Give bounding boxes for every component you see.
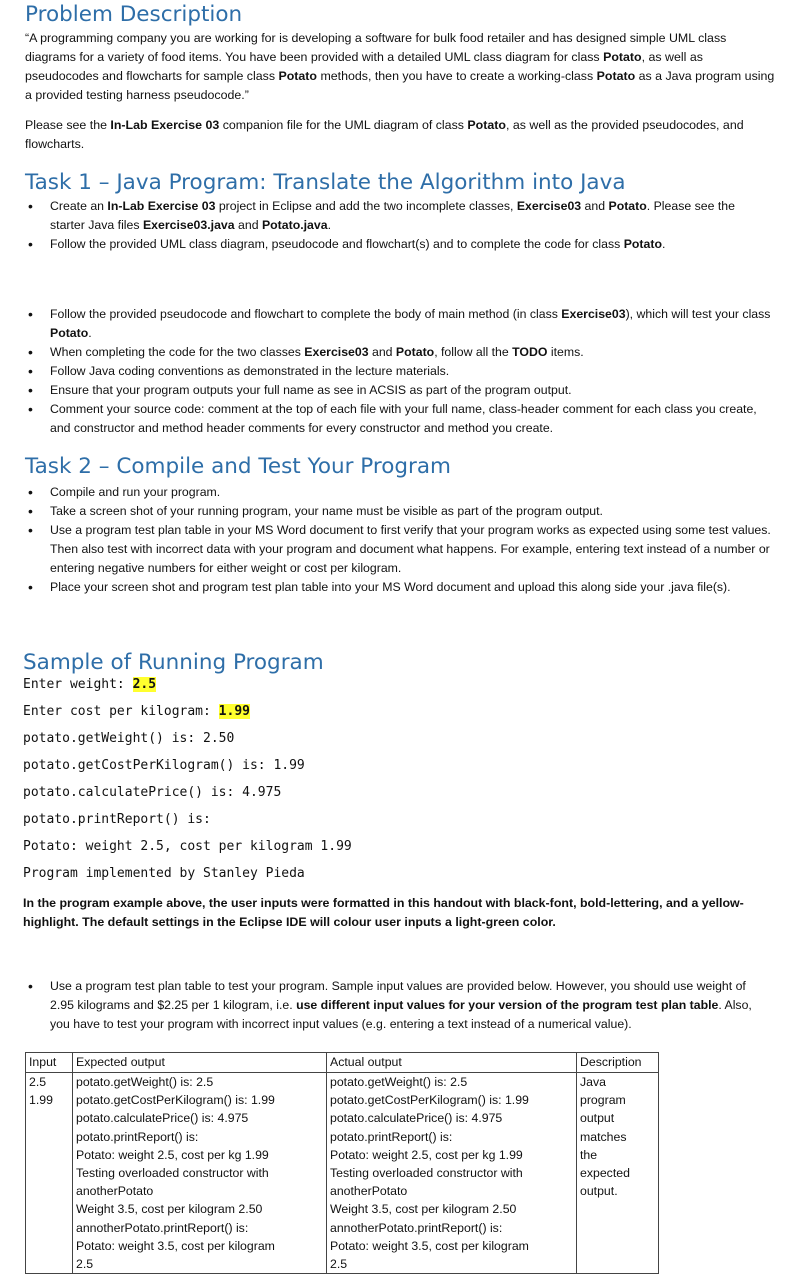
actual-output-cell: potato.getWeight() is: 2.5 potato.getCostPerKilogram() is: 1.99 potato.calculatePrice() is: 4.975 potato.printReport() is: Potato: weight 2.5, cost per kg 1.99 Testing overloaded constructor with anotherPotato Weight 3.5, cost per kilogram 2.50 annotherPotato.printReport() is: Potato: weight 3.5, cost per kilogram 2.5 [327,1073,577,1274]
task1-bullet-3: • Follow the provided pseudocode and flowchart to complete the body of main method (in class Exercise03), which will test your class Potato. [28,305,773,343]
sample-output-line: Program implemented by Stanley Pieda [23,866,305,881]
sample-output-line: Potato: weight 2.5, cost per kilogram 1.99 [23,839,352,854]
column-header-input: Input [26,1053,73,1073]
task2-heading: Task 2 – Compile and Test Your Program [25,454,452,479]
problem-quote: “A programming company you are working for is developing a software for bulk food retailer and has designed simple UML class diagrams for a variety of food items. You have been provided with a detailed UML class diagram for class Potato, as well as pseudocodes and flowcharts for sample class Potato methods, then you have to create a working-class Potato as a Java program using a provided testing harness pseudocode.” [25,31,775,102]
task2-bullet-1: • Compile and run your program. [28,483,773,502]
task1-bullet-5: • Follow Java coding conventions as demonstrated in the lecture materials. [28,362,773,381]
task1-list-a [28,197,773,254]
user-input-weight: 2.5 [132,677,157,692]
sample-output-line: potato.printReport() is: [23,812,211,827]
testplan-bullet: • Use a program test plan table to test your program. Sample input values are provided below. However, you should use weight of 2.95 kilograms and $2.25 per 1 kilogram, i.e. use different input values for your version of the program test plan table. Also, you have to test your program with incorrect input values (e.g. entering a text instead of a numerical value). [28,977,773,1034]
task2-bullet-2: • Take a screen shot of your running program, your name must be visible as part of the program output. [28,502,773,521]
description-cell: Java program output matches the expected output. [577,1073,659,1274]
expected-output-cell: potato.getWeight() is: 2.5 potato.getCostPerKilogram() is: 1.99 potato.calculatePrice() is: 4.975 potato.printReport() is: Potato: weight 2.5, cost per kg 1.99 Testing overloaded constructor with anotherPotato Weight 3.5, cost per kilogram 2.50 annotherPotato.printReport() is: Potato: weight 3.5, cost per kilogram 2.5 [73,1073,327,1274]
column-header-expected: Expected output [73,1053,327,1073]
user-input-cost: 1.99 [218,704,250,719]
problem-see-companion: Please see the In-Lab Exercise 03 companion file for the UML diagram of class Potato, as well as the provided pseudocodes, and flowcharts. [25,118,744,151]
sample-output-line: potato.getWeight() is: 2.50 [23,731,235,746]
problem-heading: Problem Description [25,2,243,27]
task1-list-b [28,305,773,438]
task1-bullet-4: • When completing the code for the two classes Exercise03 and Potato, follow all the TODO items. [28,343,773,362]
sample-heading: Sample of Running Program [23,650,324,675]
testplan-list [28,977,773,1034]
sample-output-line: potato.getCostPerKilogram() is: 1.99 [23,758,305,773]
sample-cost-line: Enter cost per kilogram: 1.99 [23,704,250,719]
sample-output-line: potato.calculatePrice() is: 4.975 [23,785,282,800]
task2-bullet-4: • Place your screen shot and program test plan table into your MS Word document and upload this along side your .java file(s). [28,578,773,597]
table-header-row [26,1053,659,1073]
task1-bullet-2: • Follow the provided UML class diagram, pseudocode and flowchart(s) and to complete the code for class Potato. [28,235,773,254]
task1-heading: Task 1 – Java Program: Translate the Algorithm into Java [25,170,626,195]
column-header-description: Description [577,1053,659,1073]
table-row [26,1073,659,1274]
task2-bullet-3: • Use a program test plan table in your MS Word document to first verify that your program works as expected using some test values. Then also test with incorrect data with your program and document what happens. For example, entering text instead of a number or entering negative numbers for either weight or cost per kilogram. [28,521,773,578]
task1-bullet-1: • Create an In-Lab Exercise 03 project in Eclipse and add the two incomplete classes, Exercise03 and Potato. Please see the starter Java files Exercise03.java and Potato.java. [28,197,773,235]
task1-bullet-7: • Comment your source code: comment at the top of each file with your full name, class-header comment for each class you create, and constructor and method header comments for every constructor and method you create. [28,400,773,438]
sample-formatting-note: In the program example above, the user inputs were formatted in this handout with black-font, bold-lettering, and a yellow-highlight. The default settings in the Eclipse IDE will colour user inputs a light-green color. [23,896,744,929]
input-cell: 2.5 1.99 [26,1073,73,1274]
task2-list [28,483,773,597]
task1-bullet-6: • Ensure that your program outputs your full name as see in ACSIS as part of the program output. [28,381,773,400]
column-header-actual: Actual output [327,1053,577,1073]
test-plan-table [25,1052,659,1274]
sample-weight-line: Enter weight: 2.5 [23,677,157,692]
